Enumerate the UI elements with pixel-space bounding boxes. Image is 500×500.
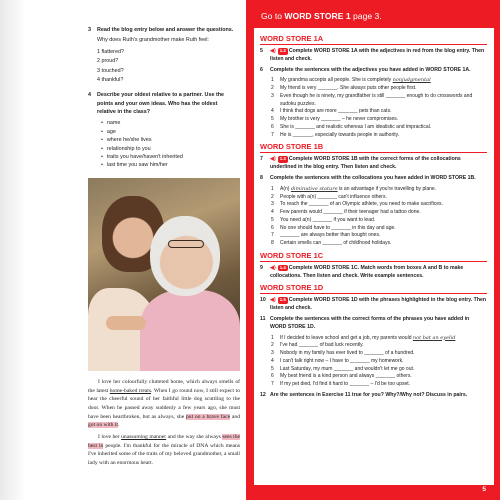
item-text: My brother is very _______ – he never compromises. [280,116,399,123]
blog-text: and the way she always [166,433,223,440]
page-spine-shadow [0,0,26,500]
left-column [88,26,236,176]
item-number: 6 [271,224,274,231]
handwritten-answer: diminutive stature [290,185,338,192]
exercise-number: 12 [260,391,266,398]
exercise-instruction-wrap [270,392,487,400]
item-number: 1 [271,77,274,84]
item-sentence [280,108,391,116]
exercise-item [271,350,487,358]
exercise-item [271,201,487,209]
item-sentence [280,201,443,209]
audio-track-badge: 1.2 [279,48,286,53]
item-sentence [280,335,455,343]
item-text: Few parents would _______ if their teenager had a tattoo done. [280,209,421,216]
bullet-point: • age [101,128,236,136]
item-number: 1 [271,334,274,341]
exercise-points-list [97,119,236,169]
item-number: 5 [271,116,274,123]
exercise-instruction-wrap [270,265,487,281]
item-sentence [280,186,436,194]
exercise-item [271,217,487,225]
exercise-12 [260,392,487,400]
bullet-point: • name [101,119,236,127]
item-sentence [280,132,399,140]
exercise-item [271,335,487,343]
grandmother-granddaughter-photo [88,178,240,371]
exercise-number: 7 [260,156,263,163]
exercise-instruction-wrap [270,175,487,183]
exercise-instruction: Are the sentences in Exercise 11 true for you? Why?/Why not? Discuss in pairs. [270,391,468,398]
item-text: Even though he is ninety, my grandfather is still _______ enough to do crosswords and sudoku puzzles. [280,92,473,107]
heading-text: page 3. [350,11,382,21]
exercise-item [271,194,487,202]
exercise-item [271,108,487,116]
exercise-item [271,132,487,140]
exercise-item [271,186,487,194]
exercise-item [271,232,487,240]
item-text: He is _______, especially towards people in authority. [280,131,400,138]
bullet-point: • where he/she lives [101,136,236,144]
item-sentence [280,209,421,217]
exercise-item [271,93,487,109]
item-text: My friend is very _______. She always puts other people first. [280,85,417,92]
heading-text: Go to [261,11,285,21]
exercise-instruction: Complete WORD STORE 1B with the correct forms of the collocations underlined in the blog entry. Then listen and check. [270,156,461,171]
item-text: is an advantage if you're travelling by plane. [337,185,437,192]
exercise-10 [260,297,487,313]
blog-entry [88,378,240,471]
exercise-item [271,209,487,217]
underlined-collocation: home-baked treats [109,387,152,394]
audio-icon: ◀) [270,48,276,54]
blog-text: I love her [98,433,122,440]
exercise-11 [260,316,487,332]
section-title: WORD STORE 1A [260,34,487,45]
item-number: 4 [271,108,274,115]
go-to-word-store-heading [261,11,382,21]
item-number: 5 [271,216,274,223]
item-sentence [280,194,387,202]
exercise-instruction: Complete WORD STORE 1C. Match words from boxes A and B to make collocations. Then listen and check. Write example sentences. [270,264,464,279]
item-number: 3 [271,201,274,208]
page-number: 5 [482,486,486,493]
audio-track-badge: 1.3 [279,156,286,162]
exercise-item [271,358,487,366]
item-number: 6 [271,373,274,380]
item-sentence [280,124,431,132]
item-text: She is _______ and realistic whereas I am idealistic and impractical. [280,123,432,130]
item-sentence [280,381,410,389]
exercise-options-list [97,48,236,85]
item-number: 2 [271,342,274,349]
exercise-number: 3 [88,27,91,33]
exercise-instruction-wrap [270,297,487,313]
exercise-item [271,116,487,124]
exercise-5 [260,48,487,64]
audio-track-badge: 1.5 [279,297,286,303]
handwritten-answer: nonjudgmental [392,77,431,84]
item-number: 2 [271,85,274,92]
item-number: 7 [271,381,274,388]
word-store-exercises [254,28,494,485]
audio-icon: ◀) [270,297,276,304]
section-title: WORD STORE 1C [260,251,487,262]
exercise-instruction: Read the blog entry below and answer the questions. [97,27,234,33]
item-number: 1 [271,185,274,192]
exercise-item [271,240,487,248]
exercise-instruction-wrap [270,316,487,332]
exercise-items-list [260,186,487,248]
item-text: No one should have to _______ in this day and age. [280,224,396,231]
item-sentence [280,358,404,366]
handwritten-answer: not bat an eyelid [412,334,456,341]
option-item: 2 proud? [97,58,119,65]
item-text: Nobody in my family has ever lived to _______ of a hundred. [280,350,415,357]
exercise-9 [260,265,487,281]
audio-icon: ◀) [270,156,276,163]
item-text: If I decided to leave school and get a job, my parents would [280,334,412,341]
option-item: 4 thankful? [97,76,124,83]
exercise-items-list [260,77,487,139]
blog-text: . [118,422,120,429]
exercise-instruction: Complete the sentences with the adjectives you have added in WORD STORE 1A. [270,66,471,73]
option-item: 3 touched? [97,67,124,74]
exercise-item [271,381,487,389]
item-number: 7 [271,232,274,239]
bullet-point: • relationship to you [101,145,236,153]
section-title: WORD STORE 1B [260,142,487,153]
exercise-instruction: Describe your oldest relative to a partner. Use the points and your own ideas. Who has the oldest relative in the class? [97,92,225,115]
item-sentence [280,366,414,374]
exercise-8 [260,175,487,183]
exercise-number: 10 [260,297,266,304]
item-text: To reach the _______ of an Olympic athlete, you need to make sacrifices. [280,201,443,208]
exercise-item [271,85,487,93]
audio-icon: ◀) [270,264,276,271]
section-title: WORD STORE 1D [260,283,487,294]
item-sentence [280,225,396,233]
item-number: 4 [271,209,274,216]
item-sentence [280,232,380,240]
item-sentence [280,373,412,381]
item-number: 5 [271,365,274,372]
exercise-7 [260,156,487,172]
bullet-point: • traits you have/haven't inherited [101,153,236,161]
exercise-item [271,225,487,233]
item-text: I've had _______ of bad luck recently. [280,342,364,349]
exercise-question: Why does Ruth's grandmother make Ruth feel: [97,37,209,44]
photo-glasses-shape [168,240,204,248]
word-store-panel [246,0,500,500]
blog-paragraph-2 [88,433,240,468]
blog-text: and [230,413,240,420]
item-text: You need a(n) _______ if you want to lead. [280,216,376,223]
heading-bold-text: WORD STORE 1 [284,11,351,21]
item-number: 3 [271,92,274,99]
blog-text: . When I go round now, I still expect to hear the cheerful sound of her faithful little dog scuttling to the door. When he passed away suddenly a few years ago, she must have been heartbroken, but as always, she [88,387,240,420]
bullet-point: • last time you saw him/her [101,161,236,169]
exercise-instruction: Complete WORD STORE 1D with the phrases highlighted in the blog entry. Then listen and check. [270,297,487,312]
item-number: 4 [271,357,274,364]
highlighted-phrase: put on a brave face [185,413,231,420]
exercise-instruction-wrap [270,67,487,75]
item-number: 7 [271,131,274,138]
highlighted-phrase: sees the best in [88,433,240,449]
exercise-item [271,124,487,132]
exercise-instruction-wrap [270,48,487,64]
item-sentence [280,93,487,109]
exercise-item [271,342,487,350]
item-number: 2 [271,193,274,200]
audio-track-badge: 1.4 [279,264,286,270]
exercise-6 [260,67,487,75]
item-text: My best friend is a kind person and always _______ others. [280,373,412,380]
highlighted-phrase: got on with it [88,422,118,429]
item-sentence [280,85,416,93]
exercise-3 [88,26,236,85]
photo-pink-cardigan-shape [140,290,240,371]
exercise-item [271,373,487,381]
item-sentence [280,342,364,350]
exercise-instruction: Complete WORD STORE 1A with the adjectives in red from the blog entry. Then listen and check. [270,48,485,62]
exercise-instruction: Complete the sentences with the correct forms of the phrases you have added in WORD STORE 1D. [270,315,470,330]
item-text: People with a(n) _______ can't influence others. [280,193,387,200]
photo-elderly-woman-shape [150,216,220,296]
exercise-items-list [260,335,487,389]
option-item: 1 flattered? [97,48,124,55]
item-text: If my pet died, I'd find it hard to _______ – I'd be too upset. [280,381,411,388]
exercise-number: 4 [88,92,91,99]
blog-text: I love her colourfully cluttered home, which always smells of the latest [88,379,240,394]
exercise-number: 9 [260,264,263,271]
exercise-instruction-wrap [270,156,487,172]
exercise-4 [88,91,236,169]
item-text: _______ are always better than bought ones. [280,232,381,239]
blog-text: people. I'm thankful for the miracle of DNA which means I've inherited some of the traits of my beloved grandmother, a small lady with an enormous heart. [88,442,240,466]
item-text: Last Saturday, my mum _______ and wouldn't let me go out. [280,365,415,372]
exercise-item [271,366,487,374]
item-sentence [280,240,391,248]
blog-paragraph-1 [88,378,240,430]
item-number: 3 [271,350,274,357]
exercise-number: 6 [260,66,263,73]
item-sentence [280,350,415,358]
exercise-item [271,77,487,85]
exercise-instruction: Complete the sentences with the collocations you have added in WORD STORE 1B. [270,174,476,181]
item-number: 6 [271,123,274,130]
photo-hand-shape [106,316,146,330]
item-sentence [280,217,375,225]
item-sentence [280,116,398,124]
item-number: 8 [271,240,274,247]
exercise-number: 11 [260,315,266,322]
item-sentence [280,77,431,85]
item-text: My grandma accepts all people. She is completely [280,77,392,84]
item-text: A(n) [280,185,291,192]
item-text: Certain smells can _______ of childhood holidays. [280,240,392,247]
underlined-collocation: unassuming manner [121,433,167,440]
item-text: I think that dogs are more _______ pets than cats. [280,108,392,115]
exercise-number: 8 [260,174,263,181]
item-text: I can't talk right now – I have to _______ my homework. [280,357,404,364]
exercise-number: 5 [260,48,263,54]
